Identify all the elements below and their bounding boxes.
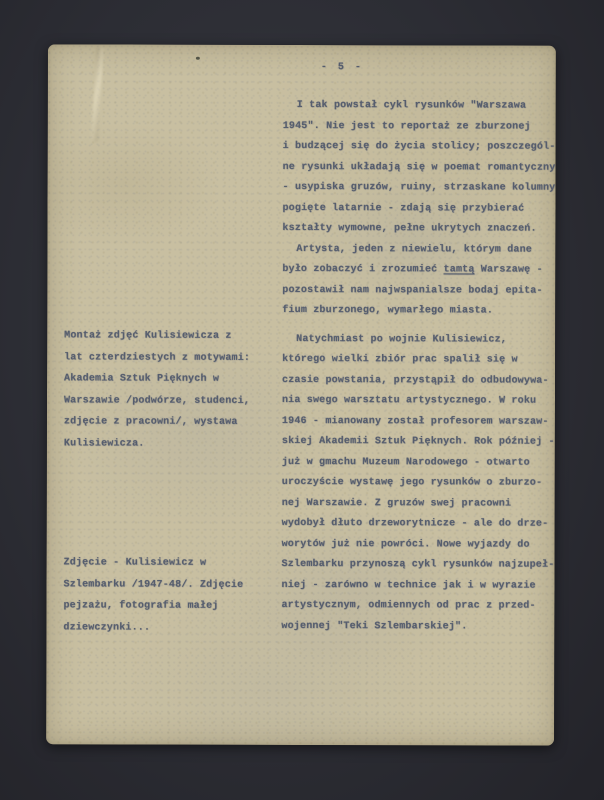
- ink-speck: [196, 57, 200, 60]
- typewritten-line: Natychmiast po wojnie Kulisiewicz,: [296, 333, 508, 346]
- typewritten-line: I tak powstał cykl rysunków "Warszawa: [296, 99, 527, 112]
- typewritten-line: artystycznym, odmiennych od prac z przed-: [281, 599, 536, 612]
- typewritten-line: 1946 - mianowany został profesorem warszaw-: [281, 415, 549, 428]
- typewritten-line: i budzącej się do życia stolicy; poszczegól-: [282, 140, 556, 153]
- typewritten-line: już w gmachu Muzeum Narodowego - otwarto: [281, 456, 530, 469]
- typewritten-line: pogięte latarnie - zdają się przybierać: [282, 202, 525, 215]
- typewritten-line: pozostawił nam najwspanialsze bodaj epita-: [282, 284, 543, 297]
- typewritten-line: [282, 260, 572, 281]
- typewritten-line: Akademia Sztuk Pięknych w: [64, 373, 220, 385]
- typewritten-line: uroczyście wystawę jego rysunków o zburzo-: [281, 476, 543, 489]
- margin-note-photo-montage: [64, 325, 294, 455]
- typewritten-line: Zdjęcie - Kulisiewicz w: [63, 557, 207, 569]
- margin-note-szlembark-photo: [63, 552, 293, 639]
- body-text-column: [281, 96, 572, 638]
- typewritten-line: skiej Akademii Sztuk Pięknych. Rok później -: [281, 435, 555, 448]
- typewritten-line: zdjęcie z pracowni/, wystawa: [63, 416, 238, 428]
- page-number: - 5 -: [320, 62, 364, 74]
- typewritten-line: pejzażu, fotografia małej: [63, 600, 219, 612]
- typewritten-line: Kulisiewicza.: [63, 437, 145, 450]
- underlined-word: tamtą: [443, 264, 475, 276]
- typewritten-line: którego wielki zbiór prac spalił się w: [282, 353, 518, 366]
- typewritten-line: wojennej "Teki Szlembarskiej".: [281, 620, 468, 632]
- typewritten-line: 1945". Nie jest to reportaż ze zburzonej: [282, 120, 531, 133]
- typewritten-line: ne rysunki układają się w poemat romantyczny: [282, 161, 556, 174]
- line-segment: Warszawę -: [474, 264, 543, 276]
- typewritten-line: nej Warszawie. Z gruzów swej pracowni: [281, 497, 512, 510]
- typewritten-line: wydobył dłuto drzeworytnicze - ale do drze-: [281, 517, 549, 530]
- document-page: [46, 44, 556, 745]
- typewritten-line: Szlembarku /1947-48/. Zdjęcie: [63, 578, 244, 591]
- paper-crease-mark: [91, 46, 103, 142]
- typewritten-line: nia swego warsztatu artystycznego. W roku: [281, 394, 537, 407]
- typewritten-line: Szlembarku przynoszą cykl rysunków najzupeł-: [281, 558, 555, 571]
- typewritten-line: czasie powstania, przystąpił do odbudowywa-: [282, 374, 549, 387]
- typewritten-line: worytów już nie powróci. Nowe wyjazdy do: [281, 538, 530, 551]
- typewritten-line: Montaż zdjęć Kulisiewicza z: [64, 330, 232, 342]
- typewritten-line: Artysta, jeden z niewielu, którym dane: [296, 243, 533, 256]
- typewritten-line: dziewczynki...: [63, 621, 151, 634]
- typewritten-line: fium zburzonego, wymarłego miasta.: [282, 304, 494, 317]
- line-segment: było zobaczyć i zrozumieć: [282, 263, 444, 276]
- typewritten-line: kształty wymowne, pełne ukrytych znaczeń.: [282, 222, 537, 235]
- typewritten-line: lat czterdziestych z motywami:: [64, 351, 251, 364]
- typewritten-line: - usypiska gruzów, ruiny, strzaskane kolumny: [282, 181, 556, 194]
- typewritten-line: Warszawie /podwórze, studenci,: [63, 394, 251, 407]
- typewritten-line: niej - zarówno w technice jak i w wyrazie: [281, 579, 536, 592]
